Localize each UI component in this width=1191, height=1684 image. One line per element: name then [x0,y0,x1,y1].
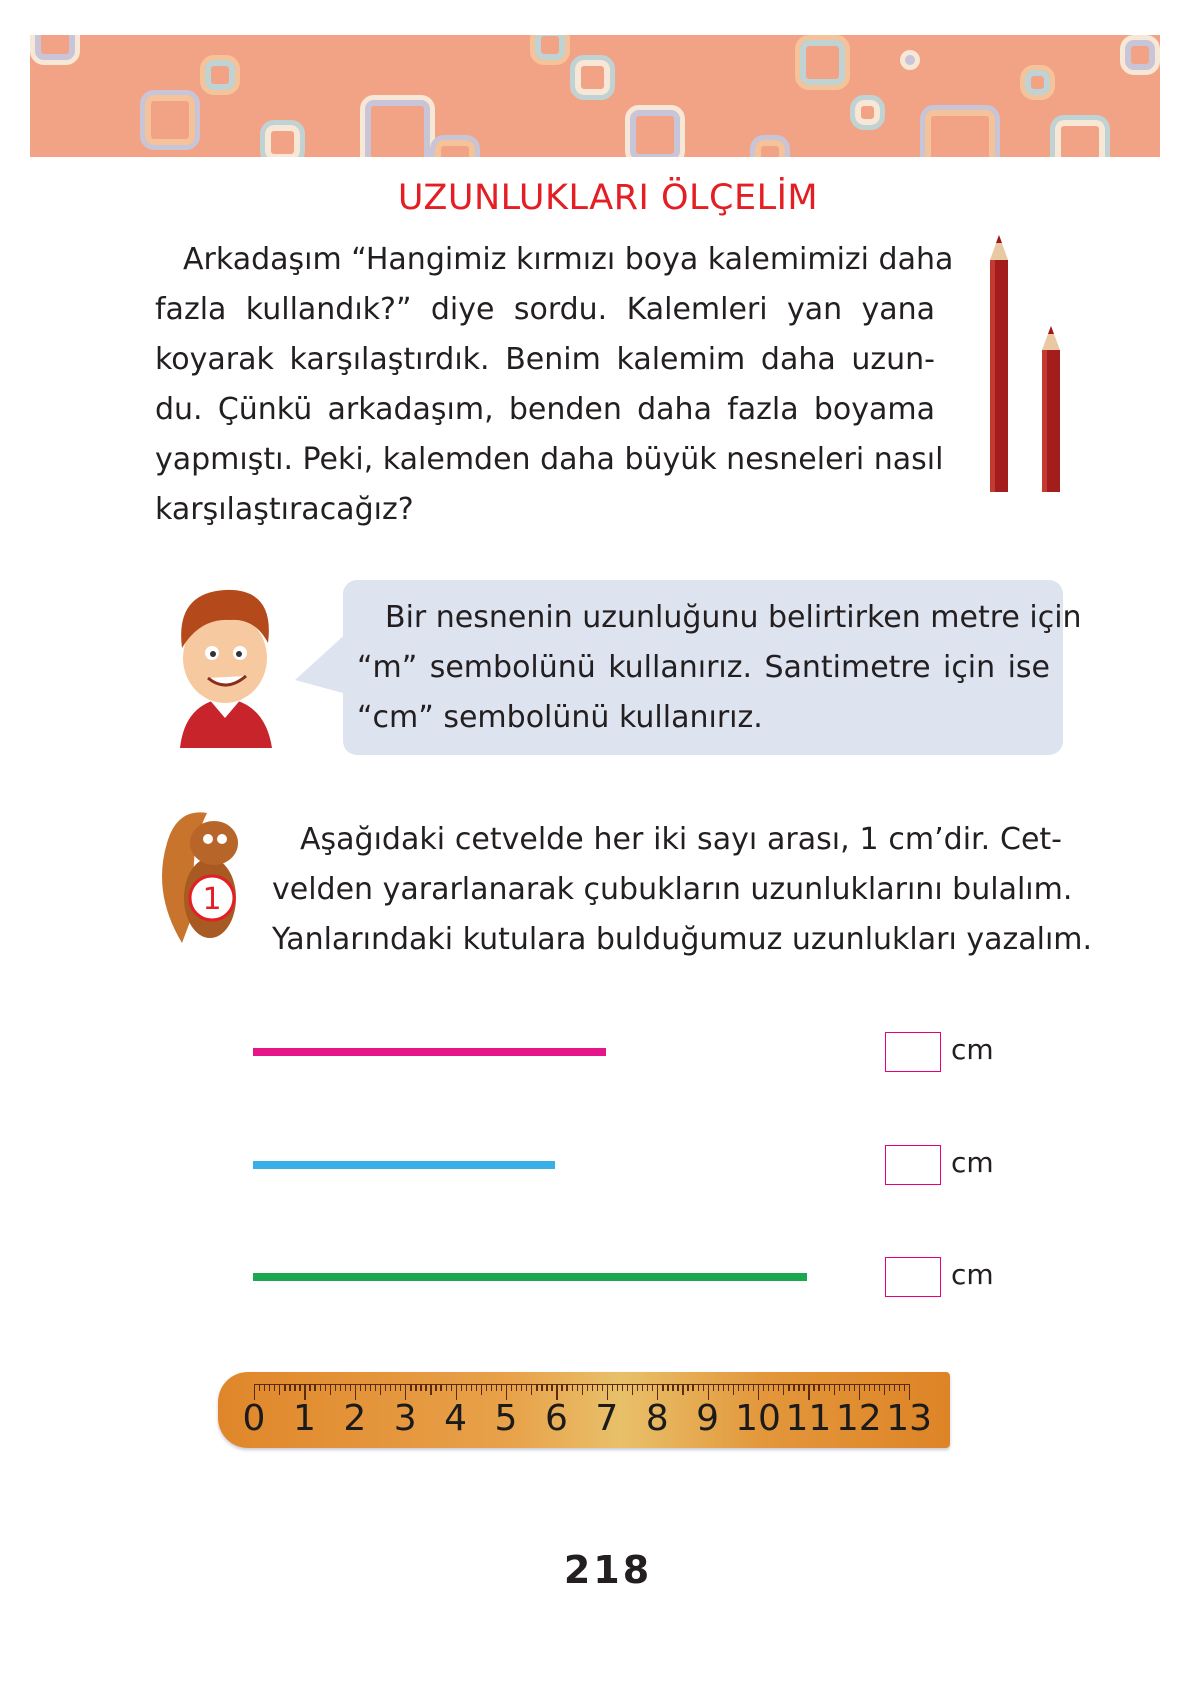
boy-character-icon [160,578,290,748]
answer-box-1[interactable] [885,1032,941,1072]
banner-square [1120,35,1160,75]
speech-bubble-tail [295,630,350,715]
ruler-label: 0 [242,1398,266,1439]
ruler-label: 7 [595,1398,619,1439]
banner-square [850,95,885,130]
banner-square [200,55,240,95]
measure-bar-3 [253,1273,807,1281]
ruler-label: 6 [544,1398,568,1439]
text-line: Yanlarındaki kutulara bulduğumuz uzunlukları yazalım. [272,922,1093,957]
banner-square [360,95,435,157]
page-title: UZUNLUKLARI ÖLÇELİM [397,178,819,218]
ruler-tick [481,1384,482,1395]
ruler-tick [582,1384,583,1395]
ruler-tick [884,1384,885,1395]
banner-square [750,135,790,157]
text-line: du. Çünkü arkadaşım, benden daha fazla boyama [155,392,935,427]
unit-label: cm [951,1033,994,1066]
text-line: Arkadaşım “Hangimiz kırmızı boya kalemimizi daha [183,242,954,277]
text-line: yapmıştı. Peki, kalemden daha büyük nesneleri nasıl [155,442,944,477]
ruler-label: 2 [343,1398,367,1439]
text-line: karşılaştıracağız? [155,492,414,527]
ruler-tick [682,1384,683,1395]
unit-label: cm [951,1146,994,1179]
ruler-label: 11 [785,1398,832,1439]
ruler-label: 9 [696,1398,720,1439]
ruler [218,1372,950,1448]
text-line: “cm” sembolünü kullanırız. [357,700,763,735]
text-line: fazla kullandık?” diye sordu. Kalemleri yan yana [155,292,935,327]
ruler-tick [279,1384,280,1395]
pencils-illustration [980,230,1080,500]
speech-bubble-text [357,593,1082,743]
banner-square [30,35,80,65]
ruler-tick [430,1384,431,1395]
banner-square [530,35,570,65]
ruler-label: 3 [393,1398,417,1439]
ruler-tick [733,1384,734,1395]
measure-bar-1 [253,1048,606,1056]
unit-label: cm [951,1258,994,1291]
banner-square [140,90,200,150]
banner-square [570,55,615,100]
exercise-instructions [272,815,1093,965]
ruler-label: 8 [645,1398,669,1439]
squirrel-character-icon [152,803,252,953]
banner-square [795,35,850,90]
banner-square [430,135,480,157]
ruler-tick [330,1384,331,1395]
page-number: 218 [563,1548,653,1592]
text-line: Bir nesnenin uzunluğunu belirtirken metre için [385,600,1082,635]
ruler-tick [380,1384,381,1395]
ruler-label: 5 [494,1398,518,1439]
banner-square [625,105,685,157]
text-line: velden yararlanarak çubukların uzunluklarını bulalım. [272,872,1073,907]
banner-square [920,105,1000,157]
ruler-edge [254,1384,909,1385]
banner-square [900,50,920,70]
ruler-label: 10 [735,1398,781,1439]
banner-square [1050,115,1110,157]
short-pencil-icon [1042,326,1060,492]
intro-paragraph [155,235,954,535]
ruler-label: 12 [835,1398,882,1439]
decorative-banner [30,35,1160,157]
ruler-tick [531,1384,532,1395]
ruler-label: 1 [292,1398,316,1439]
measure-bar-2 [253,1161,555,1169]
text-line: “m” sembolünü kullanırız. Santimetre için ise [357,650,1050,685]
long-pencil-icon [990,235,1008,492]
banner-square [1020,65,1055,100]
ruler-tick [632,1384,633,1395]
answer-box-3[interactable] [885,1257,941,1297]
ruler-label: 13 [886,1398,933,1439]
ruler-label: 4 [444,1398,468,1439]
text-line: koyarak karşılaştırdık. Benim kalemim daha uzun- [155,342,935,377]
ruler-tick [783,1384,784,1395]
banner-square [260,120,305,157]
ruler-tick [834,1384,835,1395]
text-line: Aşağıdaki cetvelde her iki sayı arası, 1 cm’dir. Cet- [300,822,1062,857]
answer-box-2[interactable] [885,1145,941,1185]
exercise-number: 1 [202,882,222,917]
